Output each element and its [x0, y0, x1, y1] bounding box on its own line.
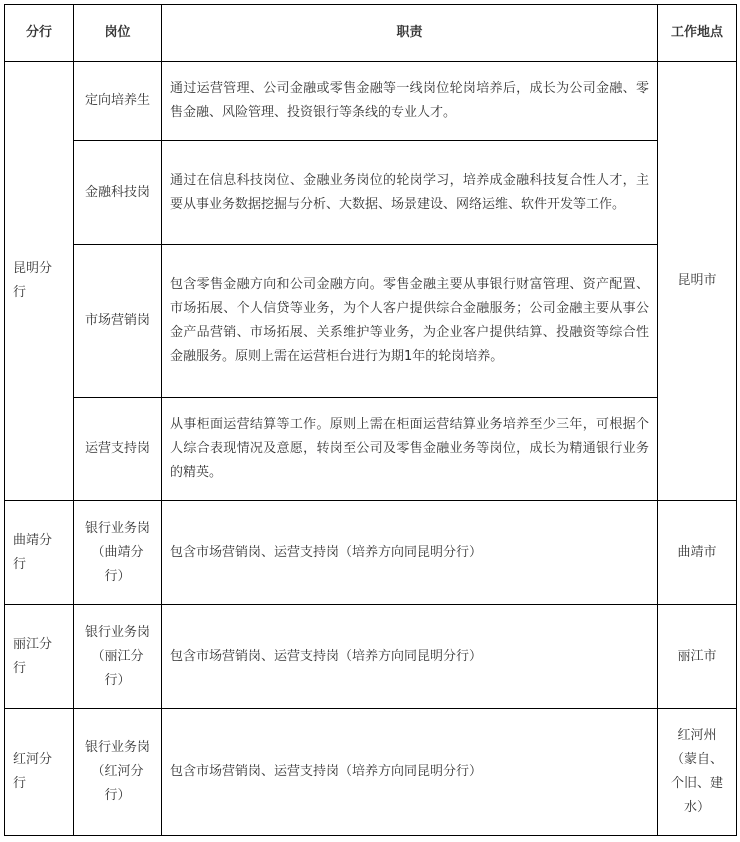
location-cell: 红河州 （蒙自、 个旧、建 水）	[658, 709, 737, 836]
branch-cell: 曲靖分 行	[5, 501, 74, 605]
role-cell: 银行业务岗 （曲靖分 行）	[74, 501, 162, 605]
role-cell: 银行业务岗 （丽江分 行）	[74, 605, 162, 709]
location-cell: 曲靖市	[658, 501, 737, 605]
duty-cell: 包含零售金融方向和公司金融方向。零售金融主要从事银行财富管理、资产配置、市场拓展、个人信贷等业务，为个人客户提供综合金融服务；公司金融主要从事公金产品营销、市场拓展、关系维护等业务，为企业客户提供结算、投融资等综合性金融服务。原则上需在运营柜台进行为期1年的轮岗培养。	[162, 245, 658, 398]
header-location: 工作地点	[658, 5, 737, 62]
duty-cell: 从事柜面运营结算等工作。原则上需在柜面运营结算业务培养至少三年，可根据个人综合表现情况及意愿，转岗至公司及零售金融业务等岗位，成长为精通银行业务的精英。	[162, 398, 658, 501]
table-row	[5, 501, 737, 605]
role-cell: 定向培养生	[74, 62, 162, 141]
table-row	[5, 62, 737, 141]
role-cell: 运营支持岗	[74, 398, 162, 501]
header-duty: 职责	[162, 5, 658, 62]
header-branch: 分行	[5, 5, 74, 62]
location-cell: 丽江市	[658, 605, 737, 709]
duty-cell: 包含市场营销岗、运营支持岗（培养方向同昆明分行）	[162, 605, 658, 709]
branch-cell: 昆明分 行	[5, 62, 74, 501]
role-cell: 金融科技岗	[74, 141, 162, 245]
branch-cell: 红河分 行	[5, 709, 74, 836]
role-cell: 银行业务岗 （红河分 行）	[74, 709, 162, 836]
duty-cell: 包含市场营销岗、运营支持岗（培养方向同昆明分行）	[162, 501, 658, 605]
duty-cell: 通过在信息科技岗位、金融业务岗位的轮岗学习，培养成金融科技复合性人才，主要从事业务数据挖掘与分析、大数据、场景建设、网络运维、软件开发等工作。	[162, 141, 658, 245]
table-row	[5, 141, 737, 245]
duty-cell: 包含市场营销岗、运营支持岗（培养方向同昆明分行）	[162, 709, 658, 836]
duty-cell: 通过运营管理、公司金融或零售金融等一线岗位轮岗培养后，成长为公司金融、零售金融、风险管理、投资银行等条线的专业人才。	[162, 62, 658, 141]
location-cell: 昆明市	[658, 62, 737, 501]
table-row	[5, 398, 737, 501]
table-header-row	[5, 5, 737, 62]
table-row	[5, 245, 737, 398]
branch-cell: 丽江分 行	[5, 605, 74, 709]
table-row	[5, 605, 737, 709]
role-cell: 市场营销岗	[74, 245, 162, 398]
recruitment-table	[4, 4, 737, 836]
table-row	[5, 709, 737, 836]
header-role: 岗位	[74, 5, 162, 62]
